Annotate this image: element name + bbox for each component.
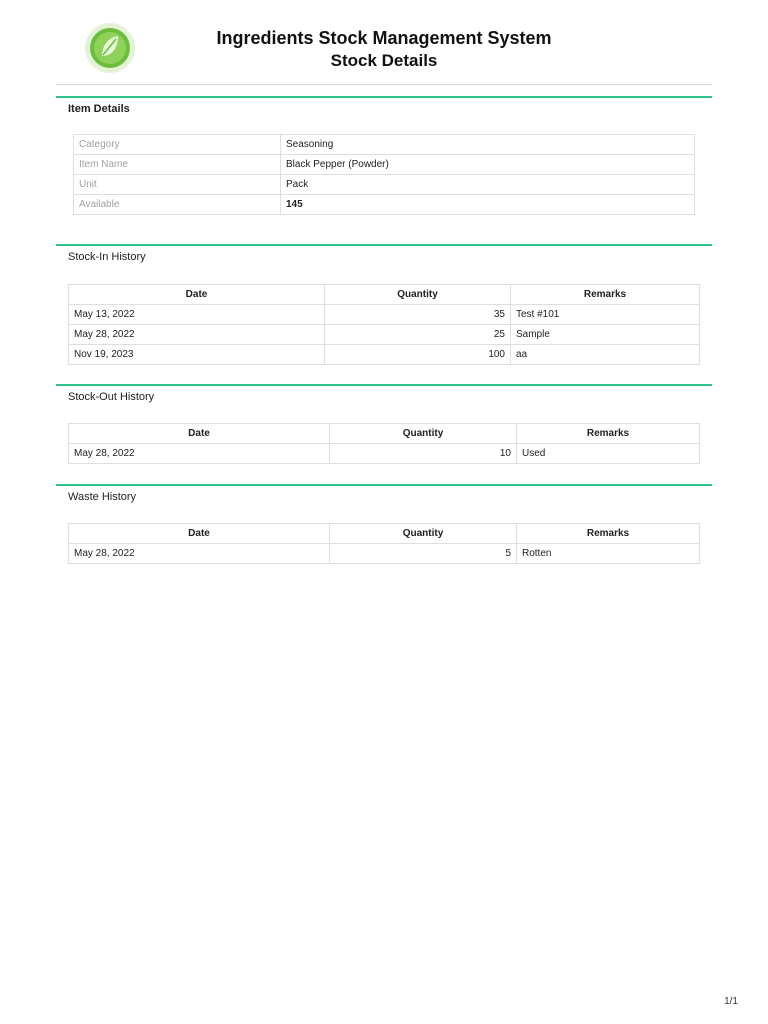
waste-heading: Waste History — [68, 491, 137, 503]
date-cell: May 28, 2022 — [69, 444, 330, 464]
table-row — [69, 305, 700, 325]
quantity-cell: 35 — [325, 305, 511, 325]
quantity-cell: 25 — [325, 325, 511, 345]
date-cell: May 13, 2022 — [69, 305, 325, 325]
page-subtitle: Stock Details — [330, 51, 438, 70]
table-row — [69, 544, 700, 564]
table-row — [74, 155, 695, 175]
item-details-section — [56, 96, 712, 228]
page-title: Ingredients Stock Management System — [216, 28, 552, 48]
table-row — [74, 135, 695, 155]
page-number: 1/1 — [724, 996, 738, 1007]
stock-in-table — [68, 284, 700, 365]
available-value: 145 — [281, 195, 695, 215]
table-row — [69, 345, 700, 365]
column-header-quantity: Quantity — [330, 424, 517, 444]
table-row — [74, 195, 695, 215]
table-header-row — [69, 424, 700, 444]
item-details-table — [73, 134, 695, 215]
date-cell: May 28, 2022 — [69, 544, 330, 564]
stock-in-section — [56, 244, 712, 366]
remarks-cell: Used — [517, 444, 700, 464]
quantity-cell: 10 — [330, 444, 517, 464]
stock-in-heading: Stock-In History — [68, 251, 146, 263]
waste-table — [68, 523, 700, 564]
detail-label: Category — [74, 135, 281, 155]
column-header-quantity: Quantity — [325, 285, 511, 305]
item-details-heading: Item Details — [68, 103, 130, 115]
table-row — [69, 325, 700, 345]
waste-section — [56, 484, 712, 568]
table-header-row — [69, 285, 700, 305]
quantity-cell: 5 — [330, 544, 517, 564]
column-header-date: Date — [69, 424, 330, 444]
remarks-cell: Sample — [511, 325, 700, 345]
column-header-remarks: Remarks — [517, 424, 700, 444]
column-header-remarks: Remarks — [517, 524, 700, 544]
detail-label: Available — [74, 195, 281, 215]
column-header-date: Date — [69, 285, 325, 305]
remarks-cell: Test #101 — [511, 305, 700, 325]
date-cell: Nov 19, 2023 — [69, 345, 325, 365]
remarks-cell: Rotten — [517, 544, 700, 564]
stock-out-table — [68, 423, 700, 464]
column-header-quantity: Quantity — [330, 524, 517, 544]
detail-value: Black Pepper (Powder) — [281, 155, 695, 175]
detail-label: Unit — [74, 175, 281, 195]
page-header — [56, 16, 712, 85]
detail-value: Seasoning — [281, 135, 695, 155]
remarks-cell: aa — [511, 345, 700, 365]
table-header-row — [69, 524, 700, 544]
column-header-date: Date — [69, 524, 330, 544]
stock-out-section — [56, 384, 712, 466]
date-cell: May 28, 2022 — [69, 325, 325, 345]
stock-out-heading: Stock-Out History — [68, 391, 155, 403]
detail-value: Pack — [281, 175, 695, 195]
column-header-remarks: Remarks — [511, 285, 700, 305]
table-row — [74, 175, 695, 195]
quantity-cell: 100 — [325, 345, 511, 365]
detail-label: Item Name — [74, 155, 281, 175]
table-row — [69, 444, 700, 464]
